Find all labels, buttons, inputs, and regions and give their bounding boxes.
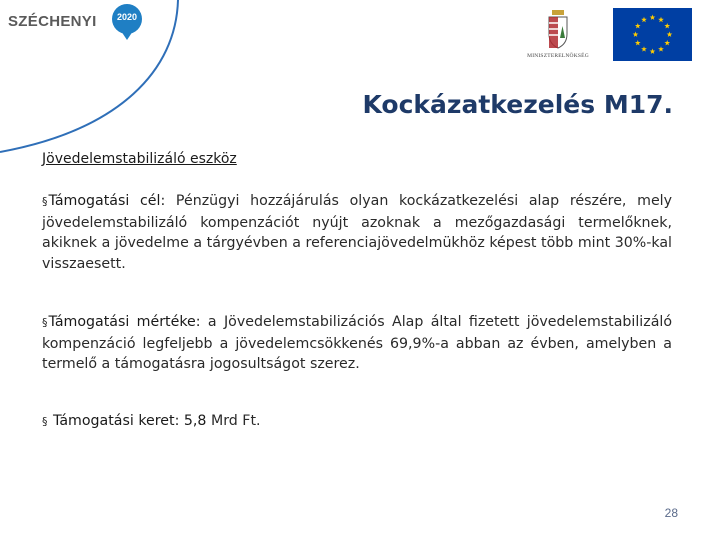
bullet-paragraph	[42, 191, 672, 274]
eu-star-icon	[650, 15, 656, 20]
eu-star-icon	[658, 17, 664, 22]
bullet-paragraph	[42, 312, 672, 375]
bullet-paragraph	[42, 411, 672, 433]
eu-star-icon	[641, 17, 647, 22]
eu-star-icon	[635, 40, 641, 45]
slide-title: Kockázatkezelés M17.	[362, 90, 673, 119]
slide-subtitle: Jövedelemstabilizáló eszköz	[42, 151, 237, 167]
bullet-marker: §	[42, 195, 48, 208]
eu-star-icon	[650, 49, 656, 54]
eu-flag	[613, 8, 692, 61]
bullet-marker: §	[42, 316, 48, 329]
eu-star-icon	[633, 32, 639, 37]
bullet-label: Támogatási keret: 5,8	[53, 413, 207, 429]
bullet-label: Támogatási cél:	[48, 193, 166, 209]
eu-star-icon	[664, 23, 670, 28]
bullet-text: Mrd Ft.	[206, 413, 261, 429]
bullet-text: a Jövedelemstabilizációs Alap által fizetett jövedelemstabilizáló kompenzáció legfeljebb a jövedelemcsökkenés 69,9%-a abban az évben, amelyben a termelő a támogatásra jogosultságot szerez.	[42, 314, 673, 372]
eu-star-icon	[667, 32, 673, 37]
eu-star-icon	[635, 23, 641, 28]
ministry-logo	[508, 8, 608, 68]
badge-year: 2020	[116, 12, 138, 22]
bullet-marker: §	[42, 415, 48, 428]
logo-text: SZÉCHENYI	[8, 13, 97, 30]
bullet-text: Pénzügyi hozzájárulás olyan kockázatkezelési alap részére, mely jövedelemstabilizáló kompenzációt nyújt azoknak a mezőgazdasági termelőknek, akiknek a jövedelme a tárgyévben a referenciajövedelmükhöz képest több mint 30%-kal visszaesett.	[42, 193, 673, 272]
ministry-label: MINISZTERELNÖKSÉG	[527, 53, 589, 59]
eu-star-icon	[664, 40, 670, 45]
hungarian-coat-of-arms-icon	[508, 8, 608, 52]
page-number: 28	[664, 506, 678, 520]
eu-star-icon	[658, 46, 664, 51]
bullet-label: Támogatási mértéke:	[48, 314, 201, 330]
eu-star-icon	[641, 46, 647, 51]
szechenyi-2020-logo	[0, 0, 150, 60]
eu-stars-icon	[613, 8, 692, 61]
